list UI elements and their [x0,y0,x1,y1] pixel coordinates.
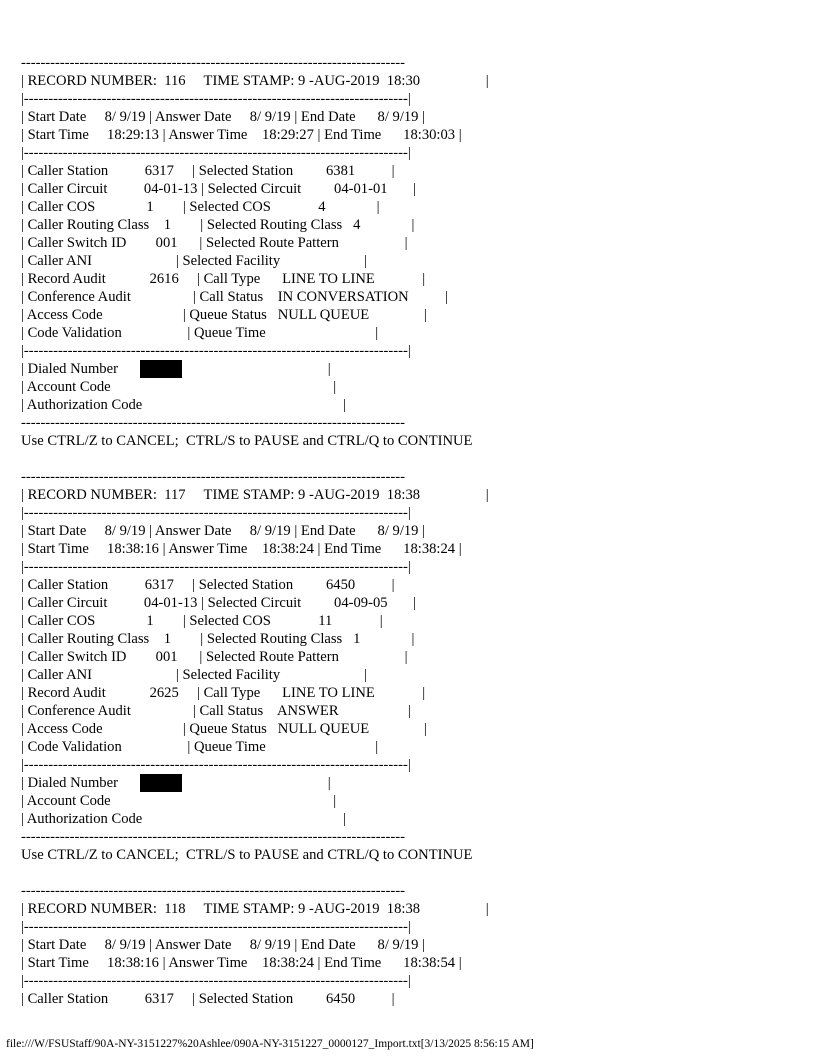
record-field-line: | Start Date 8/ 9/19 | Answer Date 8/ 9/19 | End Date 8/ 9/19 | [21,523,426,539]
record-field-line: | Authorization Code | [21,397,346,413]
record-field-line: | Caller Station 6317 | Selected Station 6450 | [21,991,395,1007]
record-field-line: | Access Code | Queue Status NULL QUEUE | [21,307,427,323]
separator-line: |-------------------------------------------------------------------------------| [21,757,411,773]
record-field-line: | Start Time 18:38:16 | Answer Time 18:38:24 | End Time 18:38:54 | [21,955,462,971]
record-field-line: | Caller ANI | Selected Facility | [21,253,367,269]
record-field-line: | Code Validation | Queue Time | [21,325,379,341]
separator-line: |-------------------------------------------------------------------------------| [21,919,411,935]
separator-line: ------------------------------------------------------------------------------- [21,469,405,485]
record-field-line: | Record Audit 2616 | Call Type LINE TO LINE | [21,271,426,287]
separator-line: |-------------------------------------------------------------------------------| [21,343,411,359]
record-field-line: | Caller Circuit 04-01-13 | Selected Circuit 04-09-05 | [21,595,417,611]
separator-line: ------------------------------------------------------------------------------- [21,829,405,845]
record-field-line: | Conference Audit | Call Status IN CONVERSATION | [21,289,449,305]
separator-line: |-------------------------------------------------------------------------------| [21,559,411,575]
file-path-footer: file:///W/FSUStaff/90A-NY-3151227%20Ashlee/090A-NY-3151227_0000127_Import.txt[3/13/2025 8:56:15 AM] [6,1038,534,1050]
dialed-number-tail: | [181,775,331,791]
record-header-line: | RECORD NUMBER: 118 TIME STAMP: 9 -AUG-2019 18:38 | [21,901,489,917]
record-field-line: | Start Date 8/ 9/19 | Answer Date 8/ 9/19 | End Date 8/ 9/19 | [21,109,426,125]
record-header-line: | RECORD NUMBER: 116 TIME STAMP: 9 -AUG-2019 18:30 | [21,73,489,89]
separator-line: ------------------------------------------------------------------------------- [21,883,405,899]
separator-line: |-------------------------------------------------------------------------------| [21,145,411,161]
record-field-line: | Start Time 18:38:16 | Answer Time 18:38:24 | End Time 18:38:24 | [21,541,462,557]
record-field-line: | Code Validation | Queue Time | [21,739,379,755]
record-field-line: | Caller Routing Class 1 | Selected Routing Class 4 | [21,217,415,233]
separator-line: |-------------------------------------------------------------------------------| [21,505,411,521]
record-field-line: | Caller Switch ID 001 | Selected Route Pattern | [21,649,408,665]
record-field-line: | Caller Routing Class 1 | Selected Routing Class 1 | [21,631,415,647]
record-field-line: | Conference Audit | Call Status ANSWER | [21,703,411,719]
record-field-line: | Caller Switch ID 001 | Selected Route Pattern | [21,235,408,251]
separator-line: ------------------------------------------------------------------------------- [21,55,405,71]
record-field-line: | Account Code | [21,793,337,809]
redaction-box [140,360,182,378]
dialed-number-label: | Dialed Number [21,361,140,377]
record-field-line: | Start Date 8/ 9/19 | Answer Date 8/ 9/19 | End Date 8/ 9/19 | [21,937,426,953]
dialed-number-line [21,360,331,378]
dialed-number-label: | Dialed Number [21,775,140,791]
control-hint: Use CTRL/Z to CANCEL; CTRL/S to PAUSE and CTRL/Q to CONTINUE [21,847,473,863]
record-field-line: | Account Code | [21,379,337,395]
record-header-line: | RECORD NUMBER: 117 TIME STAMP: 9 -AUG-2019 18:38 | [21,487,489,503]
record-field-line: | Start Time 18:29:13 | Answer Time 18:29:27 | End Time 18:30:03 | [21,127,462,143]
record-field-line: | Caller Station 6317 | Selected Station 6381 | [21,163,395,179]
dialed-number-tail: | [181,361,331,377]
record-field-line: | Caller Circuit 04-01-13 | Selected Circuit 04-01-01 | [21,181,417,197]
separator-line: |-------------------------------------------------------------------------------| [21,91,411,107]
record-field-line: | Caller COS 1 | Selected COS 11 | [21,613,383,629]
record-field-line: | Caller ANI | Selected Facility | [21,667,367,683]
record-field-line: | Record Audit 2625 | Call Type LINE TO LINE | [21,685,426,701]
separator-line: |-------------------------------------------------------------------------------| [21,973,411,989]
record-field-line: | Access Code | Queue Status NULL QUEUE | [21,721,427,737]
record-field-line: | Authorization Code | [21,811,346,827]
separator-line: ------------------------------------------------------------------------------- [21,415,405,431]
redaction-box [140,774,182,792]
control-hint: Use CTRL/Z to CANCEL; CTRL/S to PAUSE and CTRL/Q to CONTINUE [21,433,473,449]
record-field-line: | Caller COS 1 | Selected COS 4 | [21,199,380,215]
dialed-number-line [21,774,331,792]
record-field-line: | Caller Station 6317 | Selected Station 6450 | [21,577,395,593]
